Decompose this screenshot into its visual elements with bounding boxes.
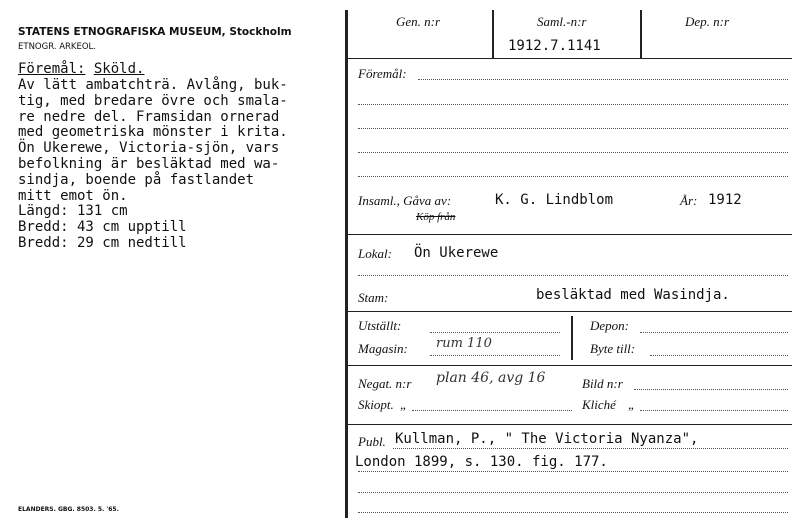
lokal-value: Ön Ukerewe (414, 245, 499, 261)
negat-value: plan 46, avg 16 (436, 370, 546, 386)
row-separator (347, 424, 792, 425)
dep-label: Dep. n:r (685, 14, 730, 29)
publ-line-1: Kullman, P., " The Victoria Nyanza", (395, 431, 699, 447)
description-line: Bredd: 29 cm nedtill (18, 234, 187, 251)
dotted-line (412, 410, 572, 411)
dotted-line (650, 355, 788, 356)
insaml-label: Insaml., Gåva av: (358, 193, 452, 208)
insaml-struck: Köp från (416, 211, 456, 223)
description-line: Bredd: 43 cm upptill (18, 219, 187, 236)
publ-label: Publ. (358, 434, 386, 449)
dotted-line (358, 275, 788, 276)
dotted-line (393, 448, 788, 449)
column-divider (571, 316, 573, 360)
row-separator (347, 311, 792, 312)
utstallt-label: Utställt: (358, 318, 402, 333)
museum-header: STATENS ETNOGRAFISKA MUSEUM, Stockholm (18, 26, 292, 38)
column-divider (492, 10, 494, 58)
skiopt-value: „ (400, 397, 408, 412)
card-divider (345, 10, 348, 518)
skiopt-label: Skiopt. (358, 397, 394, 412)
insaml-value: K. G. Lindblom (495, 192, 614, 208)
magasin-label: Magasin: (358, 341, 408, 356)
dotted-line (418, 79, 788, 80)
description-line: befolkning är besläktad med wa- (18, 155, 280, 172)
saml-value: 1912.7.1141 (508, 38, 601, 54)
description-line: tig, med bredare övre och smala- (18, 92, 288, 109)
stam-value: besläktad med Wasindja. (536, 287, 730, 303)
printer-mark: ELANDERS. GBG. 8503. 5. '65. (18, 506, 119, 513)
description-line: Av lätt ambatchträ. Avlång, buk- (18, 77, 288, 93)
description-heading (18, 62, 144, 78)
description-line: re nedre del. Framsidan ornerad (18, 108, 280, 125)
description-line: med geometriska mönster i krita. (18, 124, 288, 141)
stam-label: Stam: (358, 290, 389, 305)
gen-label: Gen. n:r (396, 14, 441, 29)
dotted-line (358, 152, 788, 153)
object-name: Sköld. (93, 61, 145, 77)
dotted-line (634, 389, 788, 390)
ar-value: 1912 (708, 192, 742, 208)
description-line: sindja, boende på fastlandet (18, 171, 255, 188)
depon-label: Depon: (590, 318, 629, 333)
saml-label: Saml.-n:r (537, 14, 587, 29)
dotted-line (640, 332, 788, 333)
dotted-line (358, 128, 788, 129)
dotted-line (358, 492, 788, 493)
dotted-line (358, 512, 788, 513)
dotted-line (640, 410, 788, 411)
description-line: Längd: 131 cm (18, 203, 128, 220)
negat-label: Negat. n:r (358, 376, 412, 391)
byte-label: Byte till: (590, 341, 636, 356)
description-line: mitt emot ön. (18, 187, 128, 204)
description-body (18, 78, 288, 252)
department-label: ETNOGR. ARKEOL. (18, 42, 96, 52)
foremal-field-label: Föremål: (358, 66, 407, 81)
kliche-label: Kliché (582, 397, 616, 412)
description-line: Ön Ukerewe, Victoria-sjön, vars (18, 140, 280, 157)
kliche-value: „ (628, 397, 636, 412)
dotted-line (430, 332, 560, 333)
lokal-label: Lokal: (358, 246, 392, 261)
bild-label: Bild n:r (582, 376, 623, 391)
row-separator (347, 234, 792, 235)
dotted-line (358, 104, 788, 105)
foremal-label: Föremål: (18, 61, 86, 77)
magasin-value: rum 110 (436, 336, 492, 351)
column-divider (640, 10, 642, 58)
ar-label: År: (680, 193, 698, 208)
publ-line-2: London 1899, s. 130. fig. 177. (355, 454, 608, 470)
row-separator (347, 58, 792, 59)
dotted-line (430, 355, 560, 356)
dotted-line (358, 471, 788, 472)
dotted-line (358, 176, 788, 177)
row-separator (347, 365, 792, 366)
